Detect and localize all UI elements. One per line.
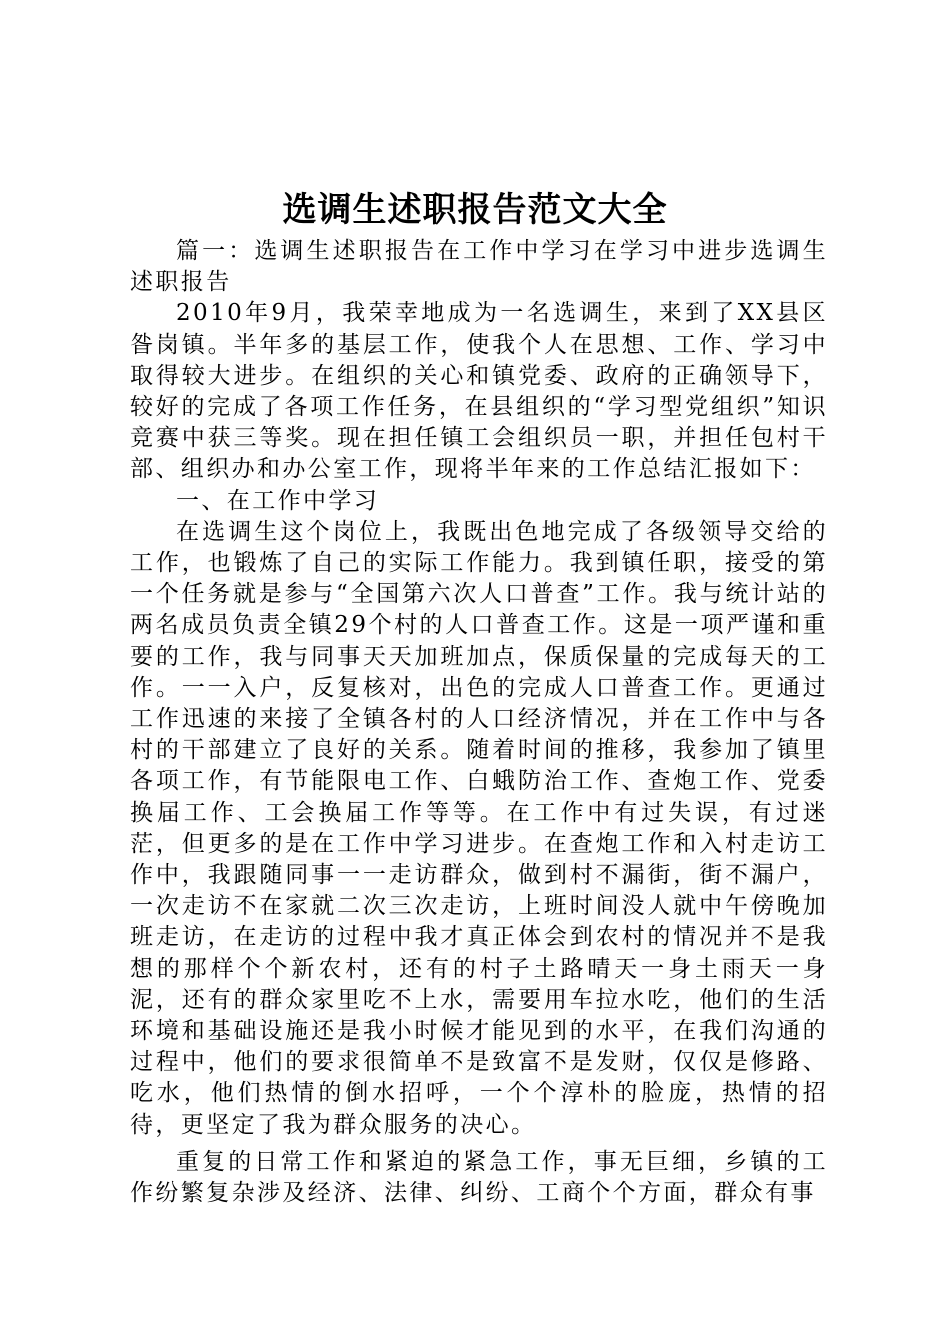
document-body xyxy=(130,236,828,1209)
paragraph-subheading: 一、在工作中学习 xyxy=(176,487,380,514)
paragraph-section-heading: 篇一：选调生述职报告在工作中学习在学习中进步选调生述职报告 xyxy=(130,238,828,296)
document-title: 选调生述职报告范文大全 xyxy=(282,190,668,230)
paragraph-daily-work: 重复的日常工作和紧迫的紧急工作，事无巨细，乡镇的工作纷繁复杂涉及经济、法律、纠纷、工商个个方面，群众有事 xyxy=(130,1148,828,1207)
paragraph-work-learning: 在选调生这个岗位上，我既出色地完成了各级领导交给的工作，也锻炼了自己的实际工作能力。我到镇任职，接受的第一个任务就是参与“全国第六次人口普查”工作。我与统计站的两名成员负责全镇29个村的人口普查工作。这是一项严谨和重要的工作，我与同事天天加班加点，保质保量的完成每天的工作。一一入户，反复核对，出色的完成人口普查工作。更通过工作迅速的来接了全镇各村的人口经济情况，并在工作中与各村的干部建立了良好的关系。随着时间的推移，我参加了镇里各项工作，有节能限电工作、白蛾防治工作、查炮工作、党委换届工作、工会换届工作等等。在工作中有过失误，有过迷茫，但更多的是在工作中学习进步。在查炮工作和入村走访工作中，我跟随同事一一走访群众，做到村不漏街，街不漏户，一次走访不在家就二次三次走访，上班时间没人就中午傍晚加班走访，在走访的过程中我才真正体会到农村的情况并不是我想的那样个个新农村，还有的村子土路晴天一身土雨天一身泥，还有的群众家里吃不上水，需要用车拉水吃，他们的生活环境和基础设施还是我小时候才能见到的水平，在我们沟通的过程中，他们的要求很简单不是致富不是发财，仅仅是修路、吃水，他们热情的倒水招呼，一个个淳朴的脸庞，热情的招待，更坚定了我为群众服务的决心。 xyxy=(130,518,828,1138)
paragraph-intro: 2010年9月，我荣幸地成为一名选调生，来到了XX县区昝岗镇。半年多的基层工作，使我个人在思想、工作、学习中取得较大进步。在组织的关心和镇党委、政府的正确领导下，较好的完成了各项工作任务，在县组织的“学习型党组织”知识竞赛中获三等奖。现在担任镇工会组织员一职，并担任包村干部、组织办和办公室工作，现将半年来的工作总结汇报如下： xyxy=(130,300,828,483)
